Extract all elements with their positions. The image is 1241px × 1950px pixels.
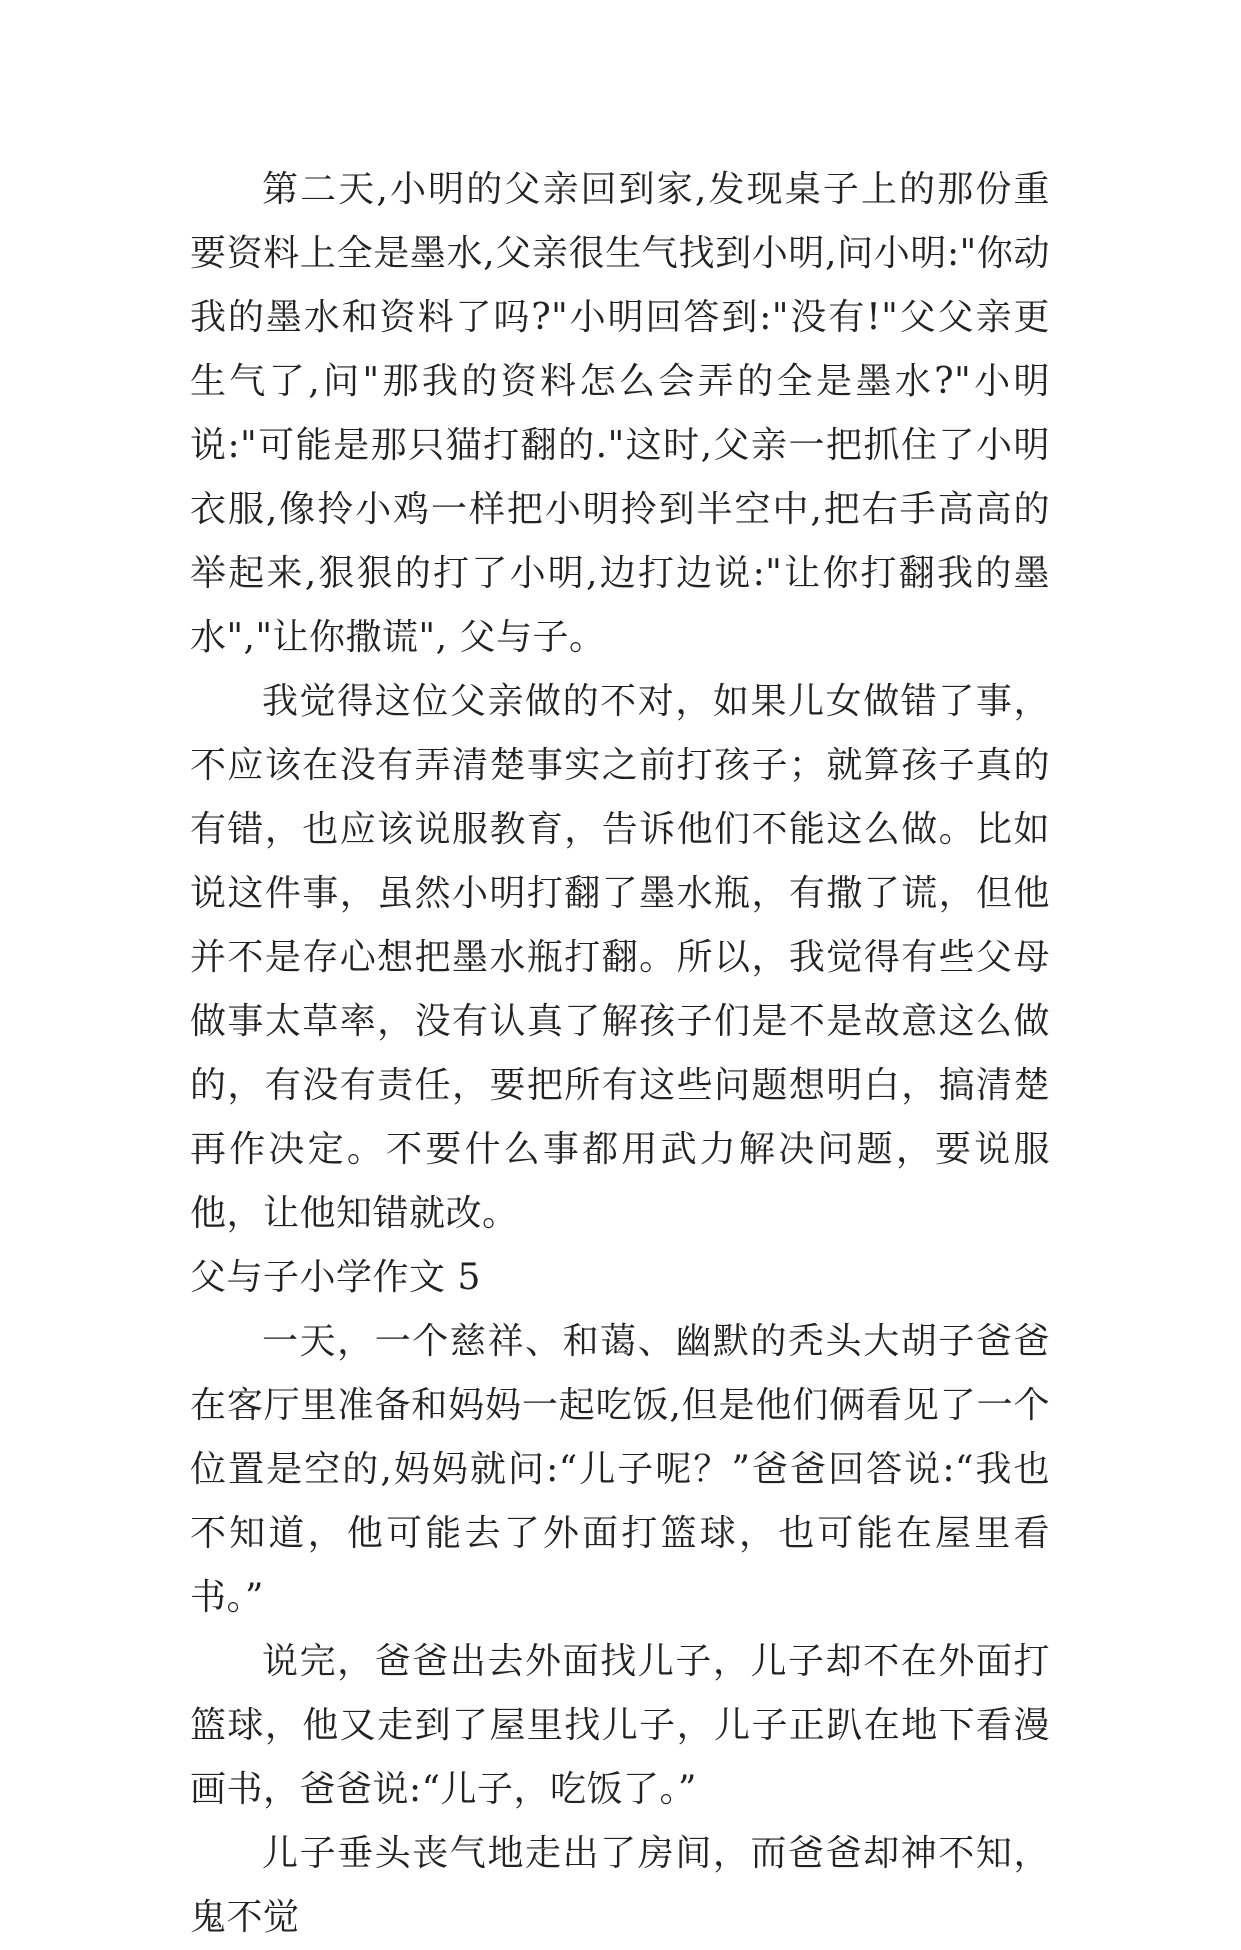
section-title: 父与子小学作文 5 [190,1257,481,1298]
document-body [190,158,1050,1950]
paragraph-1: 第二天,小明的父亲回到家,发现桌子上的那份重要资料上全是墨水,父亲很生气找到小明,问小明:"你动我的墨水和资料了吗?"小明回答到:"没有!"父父亲更生气了,问"那我的资料怎么会弄的全是墨水?"小明说:"可能是那只猫打翻的."这时,父亲一把抓住了小明衣服,像拎小鸡一样把小明拎到半空中,把右手高高的举起来,狠狠的打了小明,边打边说:"让你打翻我的墨水","让你撒谎", 父与子。 [190,169,1050,658]
paragraph-3: 一天，一个慈祥、和蔼、幽默的秃头大胡子爸爸在客厅里准备和妈妈一起吃饭,但是他们俩看见了一个位置是空的,妈妈就问:“儿子呢？”爸爸回答说:“我也不知道，他可能去了外面打篮球，也可能在屋里看书。” [190,1321,1050,1618]
paragraph-4: 说完，爸爸出去外面找儿子，儿子却不在外面打篮球，他又走到了屋里找儿子，儿子正趴在地下看漫画书，爸爸说:“儿子，吃饭了。” [190,1641,1050,1810]
paragraph-2: 我觉得这位父亲做的不对，如果儿女做错了事，不应该在没有弄清楚事实之前打孩子；就算孩子真的有错，也应该说服教育，告诉他们不能这么做。比如说这件事，虽然小明打翻了墨水瓶，有撒了谎，但他并不是存心想把墨水瓶打翻。所以，我觉得有些父母做事太草率，没有认真了解孩子们是不是故意这么做的，有没有责任，要把所有这些问题想明白，搞清楚再作决定。不要什么事都用武力解决问题，要说服他，让他知错就改。 [190,681,1050,1234]
paragraph-5: 儿子垂头丧气地走出了房间，而爸爸却神不知，鬼不觉 [190,1833,1050,1938]
